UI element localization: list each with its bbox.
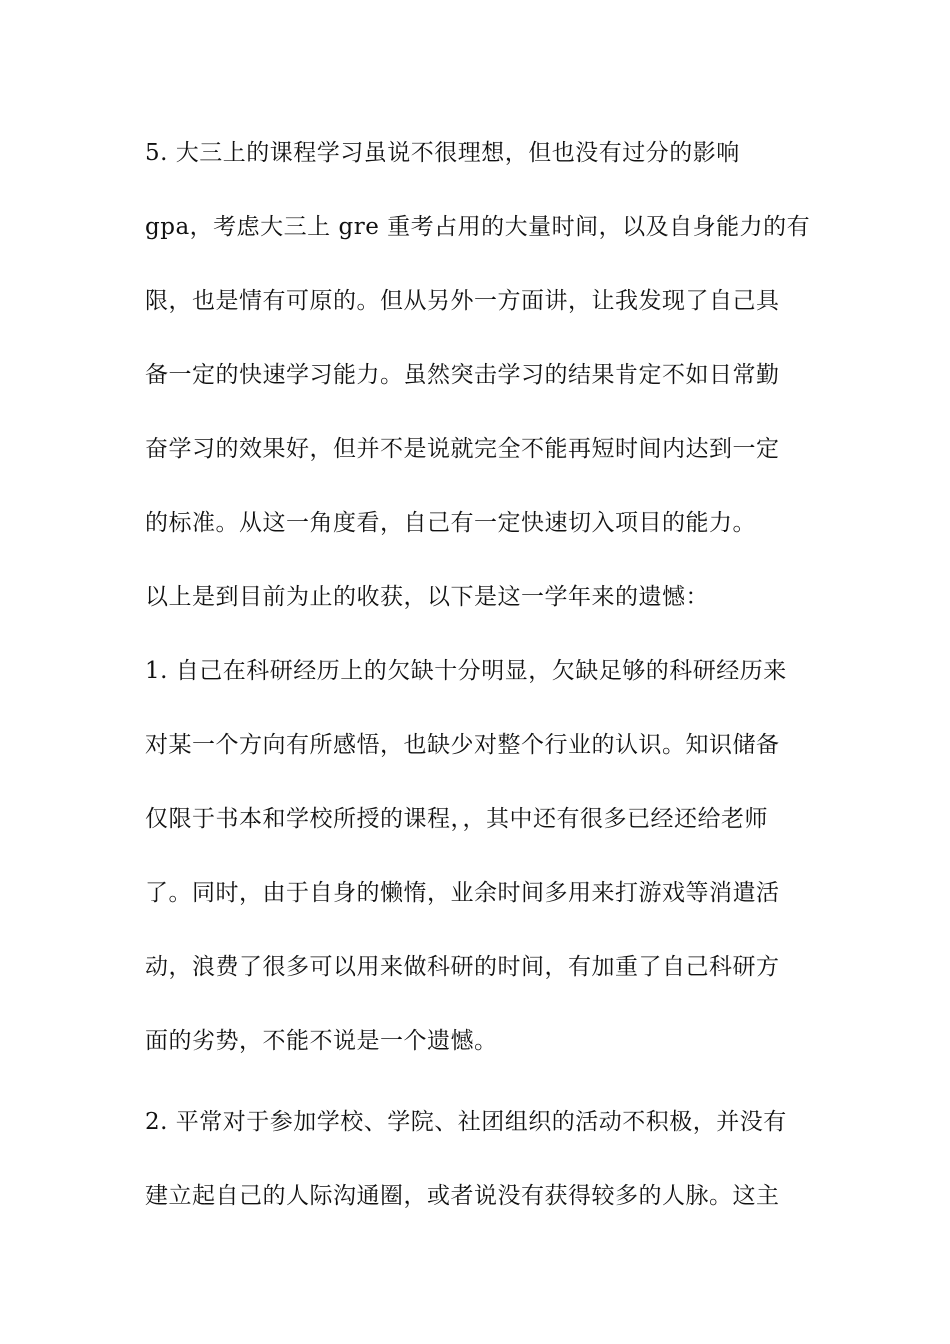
text-line: 限，也是情有可原的。但从另外一方面讲，让我发现了自己具	[145, 288, 780, 314]
text-line: 备一定的快速学习能力。虽然突击学习的结果肯定不如日常勤	[145, 362, 780, 388]
text-line: 5. 大三上的课程学习虽说不很理想，但也没有过分的影响	[145, 140, 740, 166]
text-line: 2. 平常对于参加学校、学院、社团组织的活动不积极，并没有	[145, 1109, 787, 1135]
text-line: 对某一个方向有所感悟，也缺少对整个行业的认识。知识储备	[145, 732, 780, 758]
text-line: 1. 自己在科研经历上的欠缺十分明显，欠缺足够的科研经历来	[145, 658, 787, 684]
text-line: 的标准。从这一角度看，自己有一定快速切入项目的能力。	[145, 510, 756, 536]
text-line: 面的劣势，不能不说是一个遗憾。	[145, 1028, 498, 1054]
text-line: 仅限于书本和学校所授的课程，，其中还有很多已经还给老师	[145, 806, 768, 832]
text-line: 奋学习的效果好，但并不是说就完全不能再短时间内达到一定	[145, 436, 780, 462]
text-line: 动，浪费了很多可以用来做科研的时间，有加重了自己科研方	[145, 954, 780, 980]
text-line: 了。同时，由于自身的懒惰，业余时间多用来打游戏等消遣活	[145, 880, 780, 906]
text-line: 建立起自己的人际沟通圈，或者说没有获得较多的人脉。这主	[145, 1183, 780, 1209]
text-line: 以上是到目前为止的收获，以下是这一学年来的遗憾：	[145, 584, 709, 610]
text-line: gpa，考虑大三上 gre 重考占用的大量时间，以及自身能力的有	[145, 214, 811, 240]
